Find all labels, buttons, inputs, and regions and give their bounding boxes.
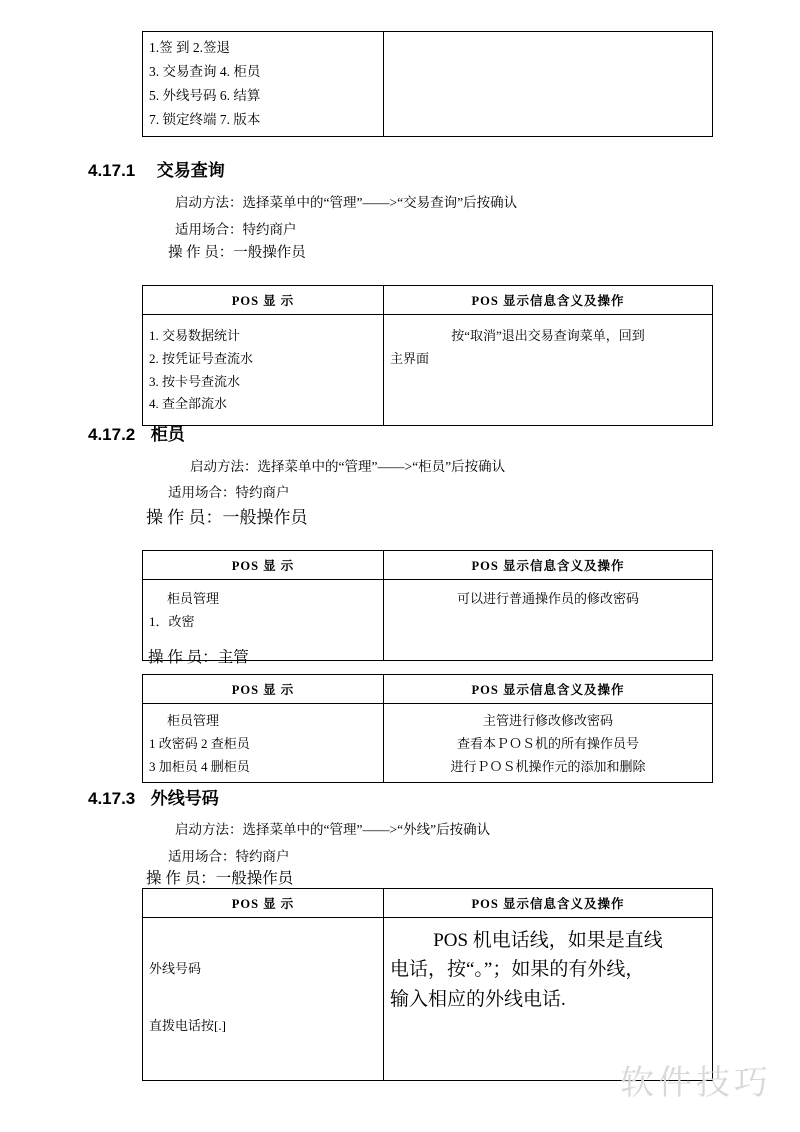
section-4-17-1-line-2: 适用场合：特约商户 bbox=[175, 222, 297, 237]
description-line: 电话，按“。”；如果的有外线， bbox=[390, 959, 645, 981]
list-item: 3. 按卡号查流水 bbox=[149, 373, 241, 389]
section-4-17-1-line-3: 操 作 员：一般操作员 bbox=[168, 245, 306, 261]
table-row bbox=[143, 315, 713, 426]
section-4-17-2-line-1: 启动方法：选择菜单中的“管理”——>“柜员”后按确认 bbox=[190, 459, 506, 474]
table-cell-right bbox=[384, 704, 713, 783]
table-header-pos-display: POS 显 示 bbox=[143, 889, 384, 918]
section-4-17-1-line-1: 启动方法：选择菜单中的“管理”——>“交易查询”后按确认 bbox=[175, 195, 518, 210]
table-cell-left bbox=[143, 918, 384, 1081]
heading-4-17-2 bbox=[88, 420, 185, 445]
description-line: 主管进行修改修改密码 bbox=[482, 713, 613, 728]
table-header-row bbox=[143, 889, 713, 918]
table-row bbox=[143, 32, 713, 61]
table-header-pos-meaning: POS 显示信息含义及操作 bbox=[384, 286, 713, 315]
table-header-pos-meaning: POS 显示信息含义及操作 bbox=[384, 675, 713, 704]
heading-title: 柜员 bbox=[150, 425, 185, 444]
section-4-17-2-line-3: 操 作 员：一般操作员 bbox=[146, 508, 308, 527]
section-4-17-3-line-1: 启动方法：选择菜单中的“管理”——>“外线”后按确认 bbox=[175, 822, 491, 837]
menu-cell bbox=[143, 84, 384, 108]
table-cell-left bbox=[143, 704, 384, 783]
menu-table bbox=[142, 31, 713, 137]
table-header-pos-meaning: POS 显示信息含义及操作 bbox=[384, 889, 713, 918]
description-line: 查看本ＰＯＳ机的所有操作员号 bbox=[456, 735, 639, 751]
description-line: 进行ＰＯＳ机操作元的添加和删除 bbox=[450, 758, 646, 774]
menu-line: 5. 外线号码 6. 结算 bbox=[149, 88, 261, 103]
section-4-17-3-line-3: 操 作 员：一般操作员 bbox=[146, 870, 294, 887]
table-transaction-query bbox=[142, 285, 713, 426]
menu-line: 1.签 到 2.签退 bbox=[149, 40, 230, 55]
heading-title: 外线号码 bbox=[150, 789, 219, 808]
description-line: 可以进行普通操作员的修改密码 bbox=[456, 591, 639, 606]
menu-cell bbox=[143, 32, 384, 61]
menu-cell bbox=[143, 60, 384, 84]
operator-note-supervisor: 操 作 员：主管 bbox=[148, 649, 249, 666]
description-line: 输入相应的外线电话. bbox=[390, 988, 566, 1010]
table-row bbox=[143, 704, 713, 783]
section-4-17-3-line-2: 适用场合：特约商户 bbox=[168, 849, 290, 864]
table-header-pos-display: POS 显 示 bbox=[143, 551, 384, 580]
table-header-row bbox=[143, 675, 713, 704]
table-teller-supervisor bbox=[142, 674, 713, 783]
table-cell-left bbox=[143, 315, 384, 426]
menu-cell bbox=[143, 108, 384, 137]
list-item: 外线号码 bbox=[149, 961, 202, 976]
list-item: 1 改密码 2 查柜员 bbox=[149, 735, 250, 751]
list-item: 3 加柜员 4 删柜员 bbox=[149, 758, 250, 774]
table-external-line-number bbox=[142, 888, 713, 1081]
menu-line: 7. 锁定终端 7. 版本 bbox=[149, 112, 261, 127]
table-cell-right bbox=[384, 315, 713, 426]
list-item: 柜员管理 bbox=[167, 591, 220, 606]
heading-4-17-3 bbox=[88, 784, 219, 809]
list-item: 2. 按凭证号查流水 bbox=[149, 350, 254, 366]
list-item: 4. 查全部流水 bbox=[149, 396, 228, 412]
list-item: 柜员管理 bbox=[167, 713, 220, 728]
list-item: 1．改密 bbox=[149, 613, 195, 629]
list-item: 直拨电话按[.] bbox=[149, 1017, 226, 1033]
table-header-pos-display: POS 显 示 bbox=[143, 675, 384, 704]
heading-number: 4.17.3 bbox=[88, 789, 136, 808]
table-header-pos-display: POS 显 示 bbox=[143, 286, 384, 315]
menu-right-cell bbox=[384, 32, 713, 137]
heading-title: 交易查询 bbox=[156, 161, 225, 180]
table-cell-right bbox=[384, 580, 713, 661]
heading-4-17-1 bbox=[88, 156, 225, 181]
menu-line: 3. 交易查询 4. 柜员 bbox=[149, 64, 261, 79]
heading-number: 4.17.2 bbox=[88, 425, 136, 444]
heading-number: 4.17.1 bbox=[88, 161, 136, 180]
description-line: 主界面 bbox=[390, 350, 430, 366]
description-line: 按“取消”退出交易查询菜单，回到 bbox=[451, 328, 645, 343]
description-line: POS 机电话线，如果是直线 bbox=[433, 930, 663, 951]
list-item: 1. 交易数据统计 bbox=[149, 328, 241, 343]
table-header-pos-meaning: POS 显示信息含义及操作 bbox=[384, 551, 713, 580]
table-header-row bbox=[143, 286, 713, 315]
watermark: 软件技巧 bbox=[620, 1064, 772, 1102]
section-4-17-2-line-2: 适用场合：特约商户 bbox=[168, 485, 290, 500]
table-header-row bbox=[143, 551, 713, 580]
